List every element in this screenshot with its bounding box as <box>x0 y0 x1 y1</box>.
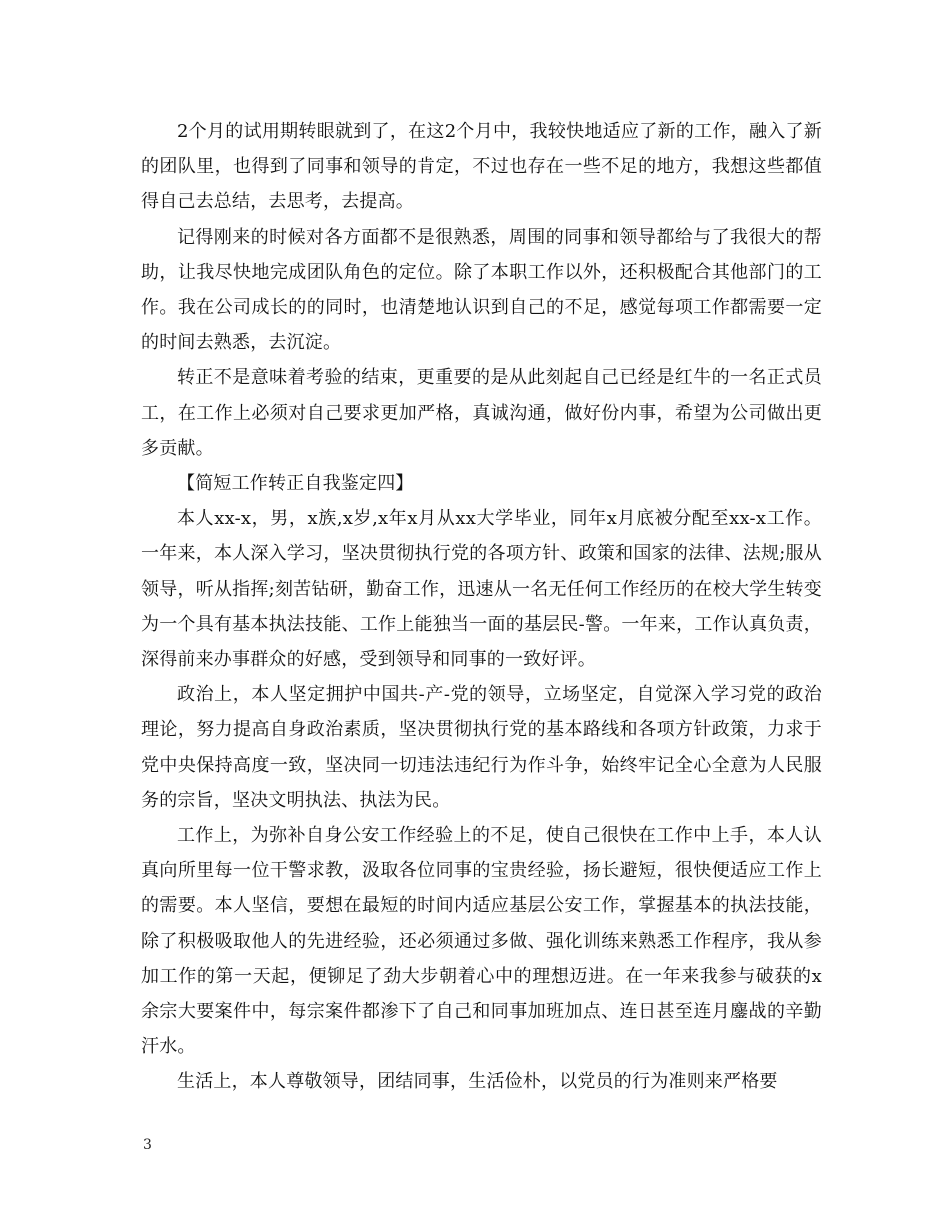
paragraph-team-integration: 记得刚来的时候对各方面都不是很熟悉，周围的同事和领导都给与了我很大的帮助，让我尽快地完成团队角色的定位。除了本职工作以外，还积极配合其他部门的工作。我在公司成长的的同时，也清楚地认识到自己的不足，感觉每项工作都需要一定的时间去熟悉，去沉淀。 <box>141 226 822 354</box>
paragraph-formal-employee: 转正不是意味着考验的结束，更重要的是从此刻起自己已经是红牛的一名正式员工，在工作上必须对自己要求更加严格，真诚沟通，做好份内事，希望为公司做出更多贡献。 <box>141 367 822 459</box>
document-body <box>141 114 822 1100</box>
paragraph-life: 生活上，本人尊敬领导，团结同事，生活俭朴，以党员的行为准则来严格要 <box>177 1071 778 1093</box>
paragraph-work: 工作上，为弥补自身公安工作经验上的不足，使自己很快在工作中上手，本人认真向所里每一位干警求教，汲取各位同事的宝贵经验，扬长避短，很快便适应工作上的需要。本人坚信，要想在最短的时间内适应基层公安工作，掌握基本的执法技能，除了积极吸取他人的先进经验，还必须通过多做、强化训练来熟悉工作程序，我从参加工作的第一天起，便铆足了劲大步朝着心中的理想迈进。在一年来我参与破获的x余宗大要案件中，每宗案件都渗下了自己和同事加班加点、连日甚至连月鏖战的辛勤汗水。 <box>141 825 822 1058</box>
page-number: 3 <box>143 1137 152 1153</box>
section-heading: 【简短工作转正自我鉴定四】 <box>177 473 414 495</box>
paragraph-personal-background: 本人xx-x，男，x族,x岁,x年x月从xx大学毕业，同年x月底被分配至xx-x工作。一年来，本人深入学习，坚决贯彻执行党的各项方针、政策和国家的法律、法规;服从领导，听从指挥;刻苦钻研，勤奋工作，迅速从一名无任何工作经历的在校大学生转变为一个具有基本执法技能、工作上能独当一面的基层民-警。一年来，工作认真负责，深得前来办事群众的好感，受到领导和同事的一致好评。 <box>141 508 822 671</box>
paragraph-probation-intro: 2个月的试用期转眼就到了，在这2个月中，我较快地适应了新的工作，融入了新的团队里，也得到了同事和领导的肯定，不过也存在一些不足的地方，我想这些都值得自己去总结，去思考，去提高。 <box>141 121 822 213</box>
paragraph-political: 政治上，本人坚定拥护中国共-产-党的领导，立场坚定，自觉深入学习党的政治理论，努力提高自身政治素质，坚决贯彻执行党的基本路线和各项方针政策，力求于党中央保持高度一致，坚决同一切违法违纪行为作斗争，始终牢记全心全意为人民服务的宗旨，坚决文明执法、执法为民。 <box>141 684 822 811</box>
